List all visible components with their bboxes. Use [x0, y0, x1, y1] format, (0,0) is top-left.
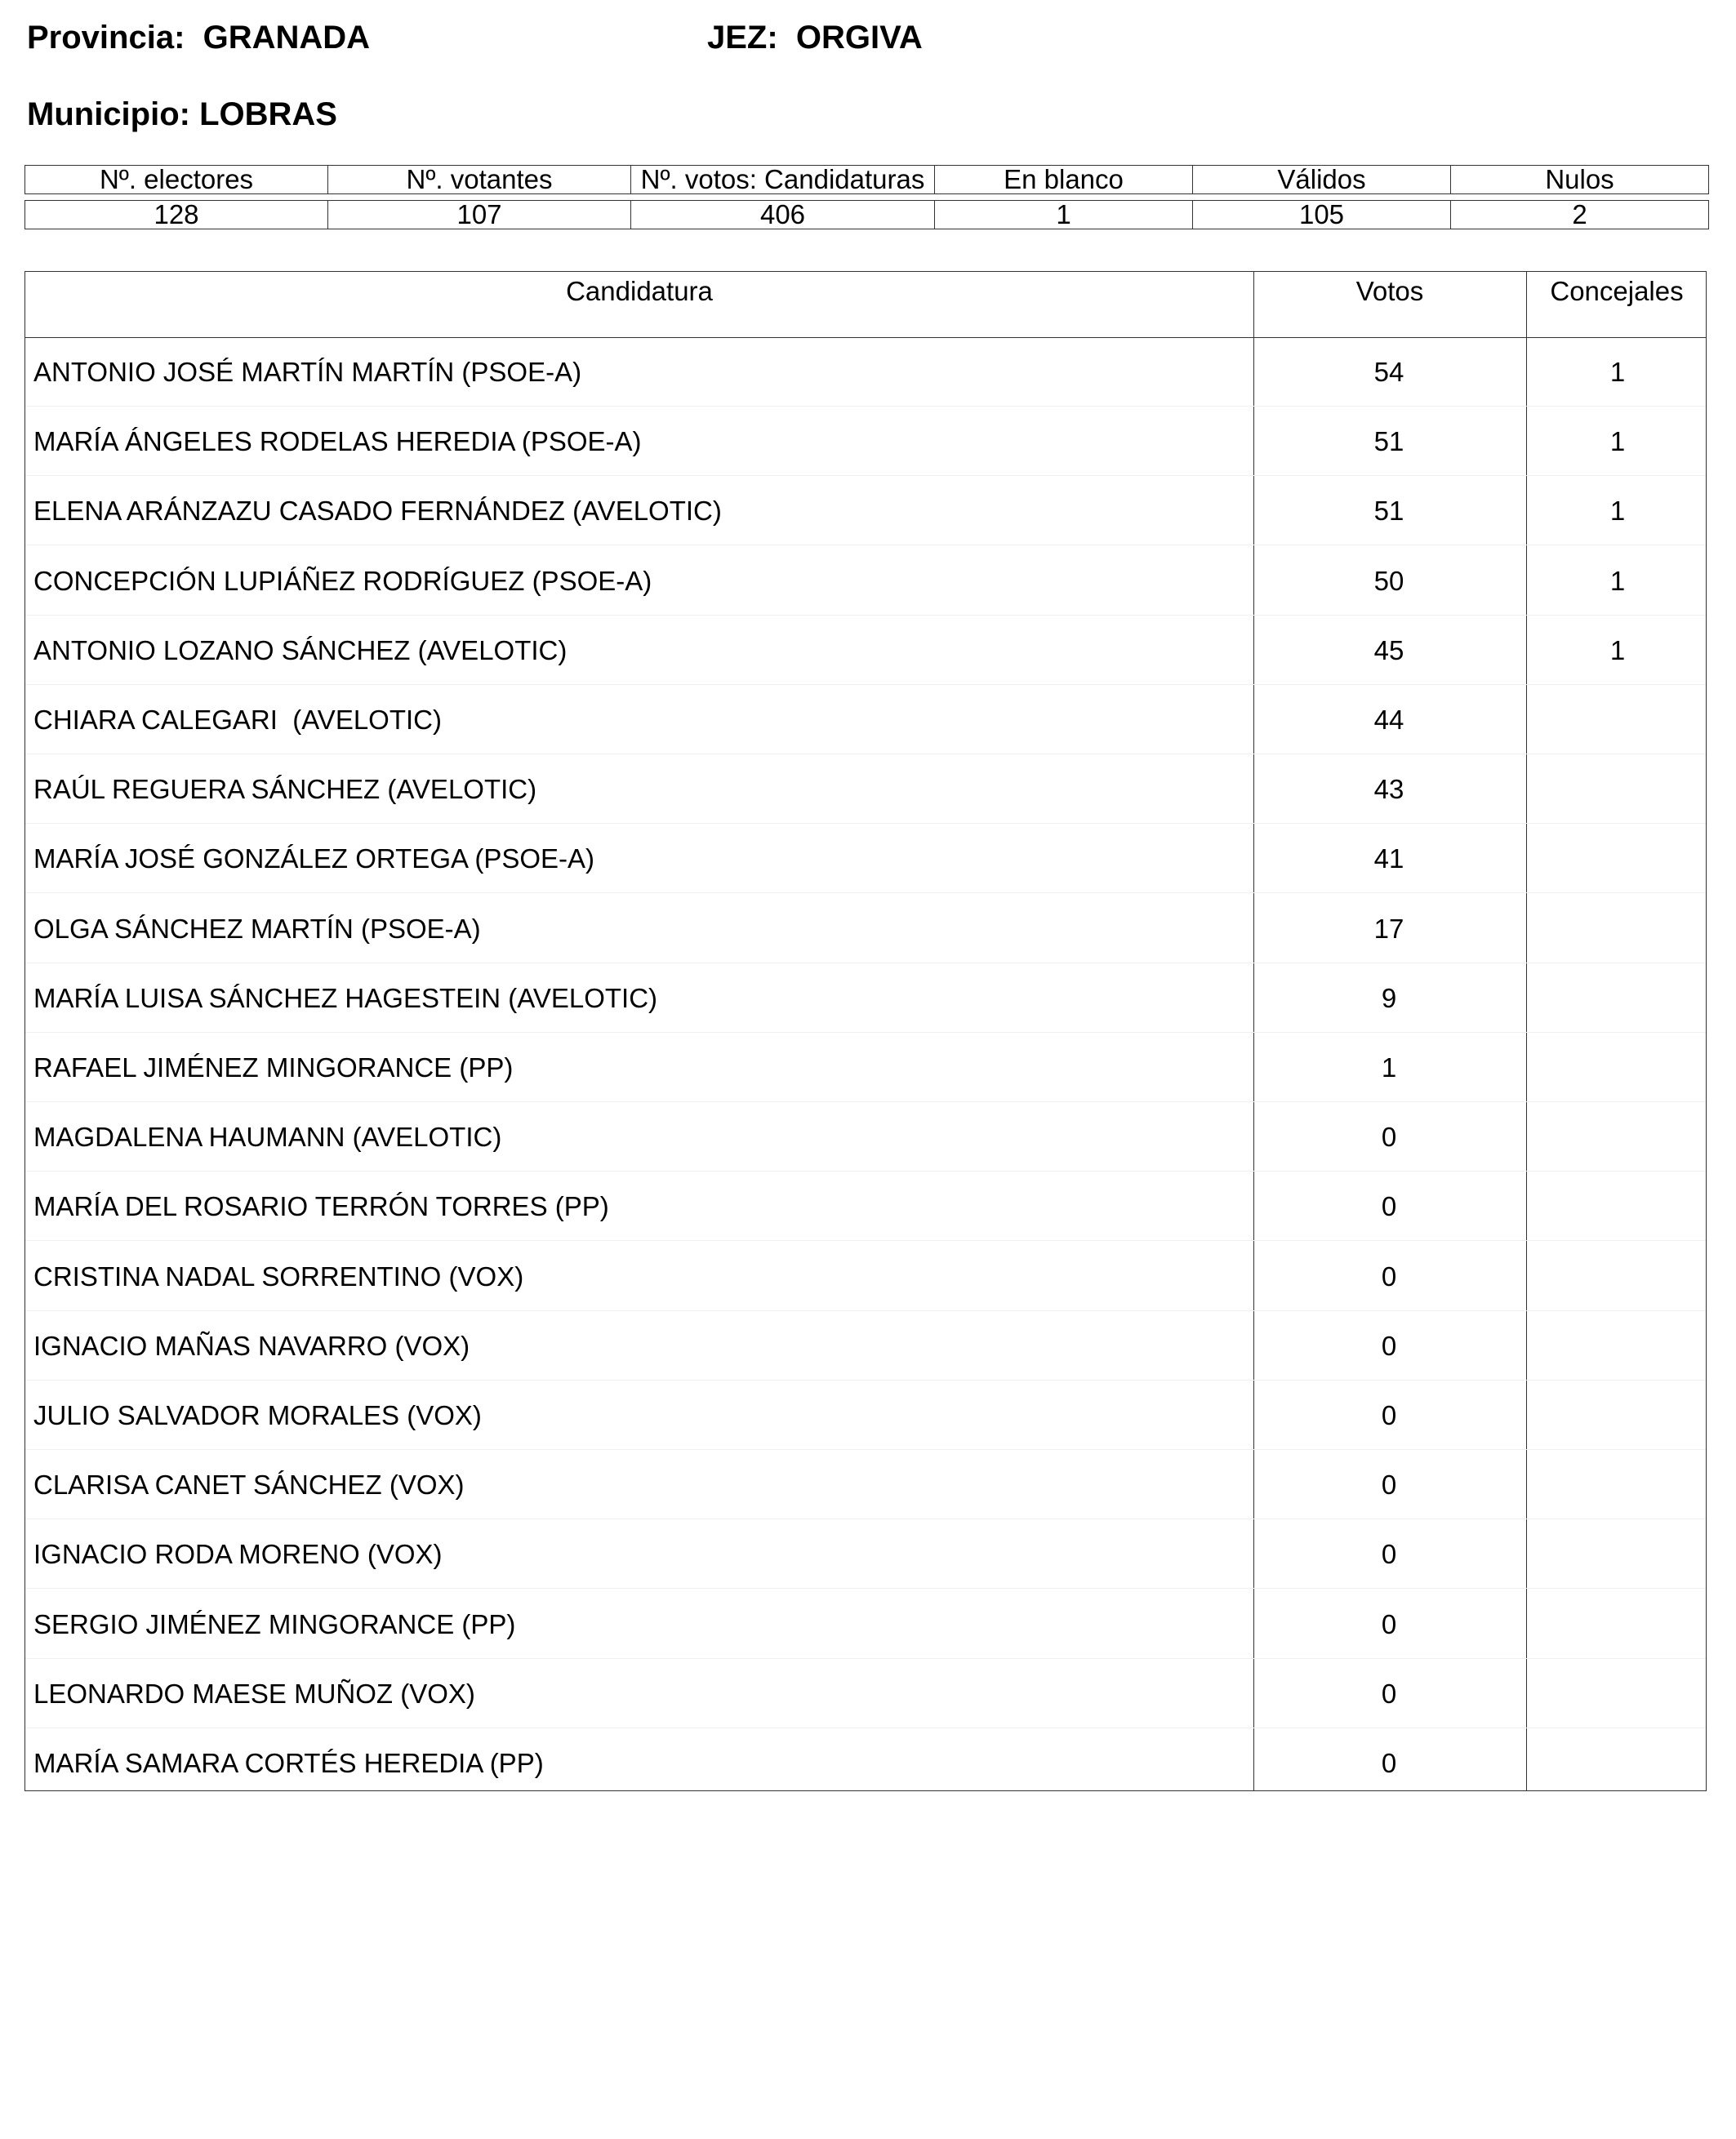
candidate-name: CLARISA CANET SÁNCHEZ (VOX) [33, 1470, 465, 1501]
table-row [25, 1311, 1706, 1381]
summary-value-electores: 128 [25, 201, 328, 229]
candidate-concejales: 1 [1609, 426, 1626, 457]
table-row [25, 337, 1706, 407]
summary-gap-cell [1193, 194, 1451, 201]
candidate-concejales [1528, 1728, 1707, 1798]
table-row [25, 1519, 1706, 1589]
candidate-concejales [1528, 754, 1707, 824]
candidate-name: ANTONIO LOZANO SÁNCHEZ (AVELOTIC) [33, 634, 568, 665]
candidate-name: OLGA SÁNCHEZ MARTÍN (PSOE-A) [33, 913, 481, 944]
header-concejales: Concejales [1550, 276, 1684, 306]
table-row [25, 1172, 1706, 1241]
summary-value-votos-candidaturas: 406 [631, 201, 935, 229]
candidate-concejales [1528, 824, 1707, 893]
candidate-name: RAFAEL JIMÉNEZ MINGORANCE (PP) [33, 1052, 514, 1083]
summary-value-votantes: 107 [328, 201, 631, 229]
candidate-votos: 9 [1381, 982, 1397, 1013]
candidate-name: MARÍA SAMARA CORTÉS HEREDIA (PP) [33, 1748, 544, 1778]
candidate-votos: 43 [1373, 774, 1404, 805]
candidate-name: MARÍA LUISA SÁNCHEZ HAGESTEIN (AVELOTIC) [33, 982, 658, 1013]
candidate-concejales [1528, 1450, 1707, 1519]
candidate-votos: 0 [1381, 1191, 1397, 1222]
table-row [25, 1033, 1706, 1102]
candidate-name: MARÍA DEL ROSARIO TERRÓN TORRES (PP) [33, 1191, 609, 1222]
table-row [25, 407, 1706, 476]
jez-label: JEZ: ORGIVA [707, 20, 923, 56]
candidate-concejales [1528, 1033, 1707, 1102]
candidate-name: CONCEPCIÓN LUPIÁÑEZ RODRÍGUEZ (PSOE-A) [33, 565, 652, 596]
candidate-concejales: 1 [1609, 565, 1626, 596]
summary-gap-cell [935, 194, 1193, 201]
table-row [25, 1728, 1706, 1798]
summary-header-nulos: Nulos [1451, 166, 1709, 194]
table-row [25, 963, 1706, 1033]
candidate-votos: 51 [1373, 426, 1404, 457]
table-row [25, 616, 1706, 685]
results-table [24, 271, 1707, 1791]
table-row [25, 754, 1706, 824]
table-row [25, 1590, 1706, 1659]
table-row [25, 894, 1706, 963]
table-row [25, 546, 1706, 616]
candidate-name: IGNACIO MAÑAS NAVARRO (VOX) [33, 1330, 470, 1361]
candidate-votos: 51 [1373, 496, 1404, 527]
candidate-name: LEONARDO MAESE MUÑOZ (VOX) [33, 1678, 475, 1709]
candidate-votos: 50 [1373, 565, 1404, 596]
header-candidatura: Candidatura [566, 276, 713, 306]
candidate-votos: 0 [1381, 1539, 1397, 1570]
candidate-votos: 1 [1381, 1052, 1397, 1083]
candidate-name: MARÍA ÁNGELES RODELAS HEREDIA (PSOE-A) [33, 426, 642, 457]
summary-value-nulos: 2 [1451, 201, 1709, 229]
candidate-concejales [1528, 685, 1707, 754]
candidate-name: SERGIO JIMÉNEZ MINGORANCE (PP) [33, 1608, 516, 1639]
candidate-votos: 17 [1373, 913, 1404, 944]
summary-gap-cell [25, 194, 328, 201]
candidate-votos: 0 [1381, 1330, 1397, 1361]
candidate-name: CHIARA CALEGARI (AVELOTIC) [33, 705, 442, 735]
candidate-name: CRISTINA NADAL SORRENTINO (VOX) [33, 1261, 524, 1292]
summary-header-en-blanco: En blanco [935, 166, 1193, 194]
summary-header-electores: Nº. electores [25, 166, 328, 194]
table-row [25, 1102, 1706, 1172]
table-row [25, 685, 1706, 754]
candidate-name: ANTONIO JOSÉ MARTÍN MARTÍN (PSOE-A) [33, 357, 582, 387]
summary-gap-cell [328, 194, 631, 201]
candidate-name: RAÚL REGUERA SÁNCHEZ (AVELOTIC) [33, 774, 537, 805]
candidate-name: ELENA ARÁNZAZU CASADO FERNÁNDEZ (AVELOTIC) [33, 496, 722, 527]
header-votos: Votos [1355, 276, 1424, 306]
summary-header-validos: Válidos [1193, 166, 1451, 194]
candidate-votos: 0 [1381, 1748, 1397, 1778]
provincia-label: Provincia: GRANADA [27, 20, 371, 56]
candidate-concejales [1528, 1659, 1707, 1728]
summary-gap-cell [631, 194, 935, 201]
summary-value-en-blanco: 1 [935, 201, 1193, 229]
candidate-votos: 41 [1373, 843, 1404, 874]
candidate-votos: 45 [1373, 634, 1404, 665]
summary-header-row [25, 166, 1709, 194]
candidate-concejales [1528, 1172, 1707, 1241]
table-row [25, 476, 1706, 545]
summary-gap-cell [1451, 194, 1709, 201]
summary-value-validos: 105 [1193, 201, 1451, 229]
candidate-concejales: 1 [1609, 634, 1626, 665]
candidate-name: IGNACIO RODA MORENO (VOX) [33, 1539, 443, 1570]
candidate-concejales [1528, 1242, 1707, 1311]
candidate-votos: 0 [1381, 1122, 1397, 1153]
table-row [25, 824, 1706, 893]
candidate-votos: 44 [1373, 705, 1404, 735]
summary-value-row [25, 201, 1709, 229]
candidate-votos: 0 [1381, 1608, 1397, 1639]
candidate-name: MARÍA JOSÉ GONZÁLEZ ORTEGA (PSOE-A) [33, 843, 595, 874]
candidate-concejales [1528, 1381, 1707, 1450]
candidate-concejales [1528, 1311, 1707, 1381]
candidate-concejales [1528, 1102, 1707, 1172]
summary-header-votantes: Nº. votantes [328, 166, 631, 194]
summary-gap [25, 194, 1709, 201]
candidate-concejales: 1 [1609, 496, 1626, 527]
summary-header-votos-candidaturas: Nº. votos: Candidaturas [631, 166, 935, 194]
candidate-votos: 0 [1381, 1678, 1397, 1709]
candidate-votos: 54 [1373, 357, 1404, 387]
candidate-concejales [1528, 963, 1707, 1033]
municipio-label: Municipio: LOBRAS [27, 96, 337, 132]
table-row [25, 1450, 1706, 1519]
candidate-concejales [1528, 894, 1707, 963]
candidate-concejales: 1 [1609, 357, 1626, 387]
candidate-votos: 0 [1381, 1470, 1397, 1501]
table-row [25, 1381, 1706, 1450]
summary-table [24, 165, 1709, 229]
candidate-name: JULIO SALVADOR MORALES (VOX) [33, 1400, 482, 1430]
candidate-votos: 0 [1381, 1261, 1397, 1292]
candidate-concejales [1528, 1519, 1707, 1589]
table-row [25, 1242, 1706, 1311]
candidate-concejales [1528, 1590, 1707, 1659]
candidate-votos: 0 [1381, 1400, 1397, 1430]
candidate-name: MAGDALENA HAUMANN (AVELOTIC) [33, 1122, 502, 1153]
table-row [25, 1659, 1706, 1728]
